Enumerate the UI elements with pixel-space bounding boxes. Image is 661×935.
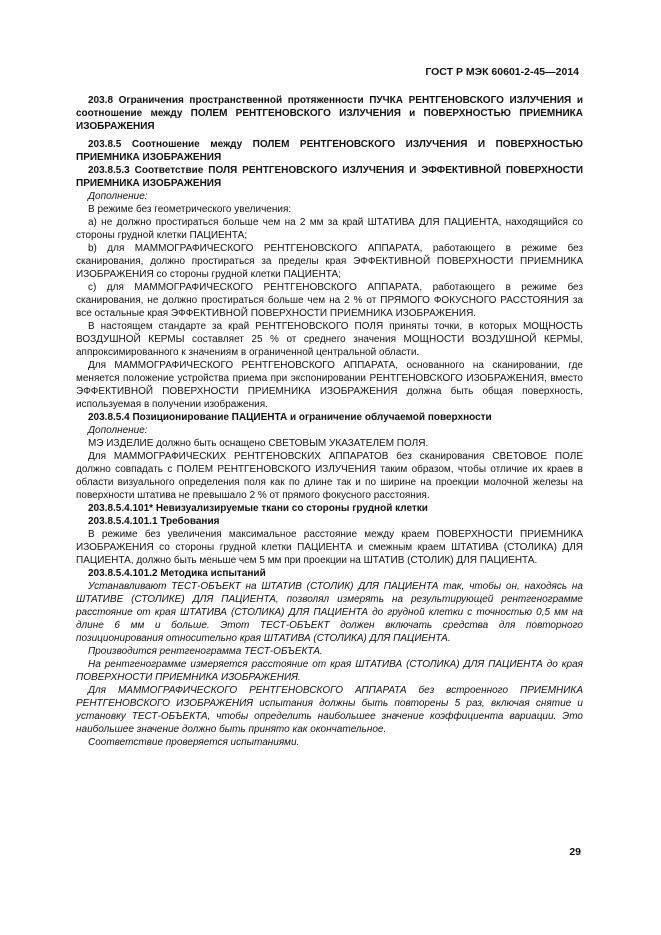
page-number: 29 — [569, 846, 581, 858]
paragraph: В режиме без увеличения максимальное расстояние между краем ПОВЕРХНОСТИ ПРИЕМНИКА ИЗОБРАЖЕНИЯ со стороны грудной клетки ПАЦИЕНТА и смежным краем ШТАТИВА (СТОЛИКА) ДЛЯ ПАЦИЕНТА, должно быть меньше чем 5 мм при проекции на ШТАТИВ (СТОЛИК) ДЛЯ ПАЦИЕНТА. — [76, 529, 583, 566]
test-paragraph: На рентгенограмме измеряется расстояние от края ШТАТИВА (СТОЛИКА) ДЛЯ ПАЦИЕНТА до края ПОВЕРХНОСТИ ПРИЕМНИКА ИЗОБРАЖЕНИЯ. — [76, 659, 583, 683]
paragraph: В настоящем стандарте за край РЕНТГЕНОВСКОГО ПОЛЯ приняты точки, в которых МОЩНОСТЬ ВОЗДУШНОЙ КЕРМЫ составляет 25 % от среднего значения МОЩНОСТИ ВОЗДУШНОЙ КЕРМЫ, аппроксимированного к значениям в ограниченной центральной области. — [76, 321, 583, 358]
section-heading-203-8-5-4-101: 203.8.5.4.101* Невизуализируемые ткани со стороны грудной клетки — [88, 503, 428, 514]
paragraph: Для МАММОГРАФИЧЕСКИХ РЕНТГЕНОВСКИХ АППАРАТОВ без сканирования СВЕТОВОЕ ПОЛЕ должно совпадать с ПОЛЕМ РЕНТГЕНОВСКОГО ИЗЛУЧЕНИЯ таким образом, чтобы отличие их краев в области визуального определения поля как по длине так и по ширине на проекции молочной железы на поверхности штатива не превышало 2 % от прямого фокусного расстояния. — [76, 451, 583, 501]
test-paragraph: Соответствие проверяется испытаниями. — [88, 737, 300, 748]
addendum-label: Дополнение: — [88, 425, 148, 436]
list-item-a: a) не должно простираться больше чем на 2 мм за край ШТАТИВА ДЛЯ ПАЦИЕНТА, находящийся со стороны грудной клетки ПАЦИЕНТА; — [76, 217, 583, 241]
addendum-label: Дополнение: — [88, 191, 148, 202]
test-paragraph: Производится рентгенограмма ТЕСТ-ОБЪЕКТА. — [88, 646, 323, 657]
document-body — [76, 94, 583, 749]
section-heading-203-8: 203.8 Ограничения пространственной протяженности ПУЧКА РЕНТГЕНОВСКОГО ИЗЛУЧЕНИЯ и соотношение между ПОЛЕМ РЕНТГЕНОВСКОГО ИЗЛУЧЕНИЯ и ПОВЕРХНОСТЬЮ ПРИЕМНИКА ИЗОБРАЖЕНИЯ — [76, 95, 583, 132]
section-heading-test-method: 203.8.5.4.101.2 Методика испытаний — [88, 568, 266, 579]
section-heading-requirements: 203.8.5.4.101.1 Требования — [88, 516, 220, 527]
section-heading-203-8-5-3: 203.8.5.3 Соответствие ПОЛЯ РЕНТГЕНОВСКОГО ИЗЛУЧЕНИЯ И ЭФФЕКТИВНОЙ ПОВЕРХНОСТИ ПРИЕМНИКА ИЗОБРАЖЕНИЯ — [76, 165, 583, 189]
paragraph: В режиме без геометрического увеличения: — [88, 204, 292, 215]
test-paragraph: Устанавливают ТЕСТ-ОБЪЕКТ на ШТАТИВ (СТОЛИК) ДЛЯ ПАЦИЕНТА так, чтобы он, находясь на ШТАТИВЕ (СТОЛИКЕ) ДЛЯ ПАЦИЕНТА, позволял измерять на результирующей рентгенограмме расстояние от края ШТАТИВА (СТОЛИКА) ДЛЯ ПАЦИЕНТА до грудной клетки с точностью 0,5 мм на длине 6 мм и больше. Этот ТЕСТ-ОБЪЕКТ должен включать средства для повторного позиционирования относительно края ШТАТИВА (СТОЛИКА) ДЛЯ ПАЦИЕНТА. — [76, 581, 583, 644]
section-heading-203-8-5: 203.8.5 Соотношение между ПОЛЕМ РЕНТГЕНОВСКОГО ИЗЛУЧЕНИЯ И ПОВЕРХНОСТЬЮ ПРИЕМНИКА ИЗОБРАЖЕНИЯ — [76, 139, 583, 163]
list-item-b: b) для МАММОГРАФИЧЕСКОГО РЕНТГЕНОВСКОГО АППАРАТА, работающего в режиме без сканирования, должно простираться за пределы края ЭФФЕКТИВНОЙ ПОВЕРХНОСТИ ПРИЕМНИКА ИЗОБРАЖЕНИЯ со стороны грудной клетки ПАЦИЕНТА; — [76, 243, 583, 280]
paragraph: МЭ ИЗДЕЛИЕ должно быть оснащено СВЕТОВЫМ УКАЗАТЕЛЕМ ПОЛЯ. — [88, 438, 429, 449]
paragraph: Для МАММОГРАФИЧЕСКОГО РЕНТГЕНОВСКОГО АППАРАТА, основанного на сканировании, где меняется положение устройства приема при экспонировании РЕНТГЕНОВСКОГО ИЗОБРАЖЕНИЯ, вместо ЭФФЕКТИВНОЙ ПОВЕРХНОСТИ ПРИЕМНИКА ИЗОБРАЖЕНИЯ должна быть общая поверхность, используемая в получении изображения. — [76, 360, 583, 410]
list-item-c: c) для МАММОГРАФИЧЕСКОГО РЕНТГЕНОВСКОГО АППАРАТА, работающего в режиме без сканирования, не должно простираться больше чем на 2 % от ПРЯМОГО ФОКУСНОГО РАССТОЯНИЯ за все остальные края ЭФФЕКТИВНОЙ ПОВЕРХНОСТИ ПРИЕМНИКА ИЗОБРАЖЕНИЯ. — [76, 282, 583, 319]
section-heading-203-8-5-4: 203.8.5.4 Позиционирование ПАЦИЕНТА и ограничение облучаемой поверхности — [88, 412, 492, 423]
test-paragraph: Для МАММОГРАФИЧЕСКОГО РЕНТГЕНОВСКОГО АППАРАТА без встроенного ПРИЕМНИКА РЕНТГЕНОВСКОГО ИЗОБРАЖЕНИЯ испытания должны быть повторены 5 раз, включая снятие и установку ТЕСТ-ОБЪЕКТА, чтобы определить наибольшее значение коэффициента вариации. Это наибольшее значение должно быть принято как окончательное. — [76, 685, 583, 735]
standard-header: ГОСТ Р МЭК 60601-2-45—2014 — [425, 66, 579, 78]
